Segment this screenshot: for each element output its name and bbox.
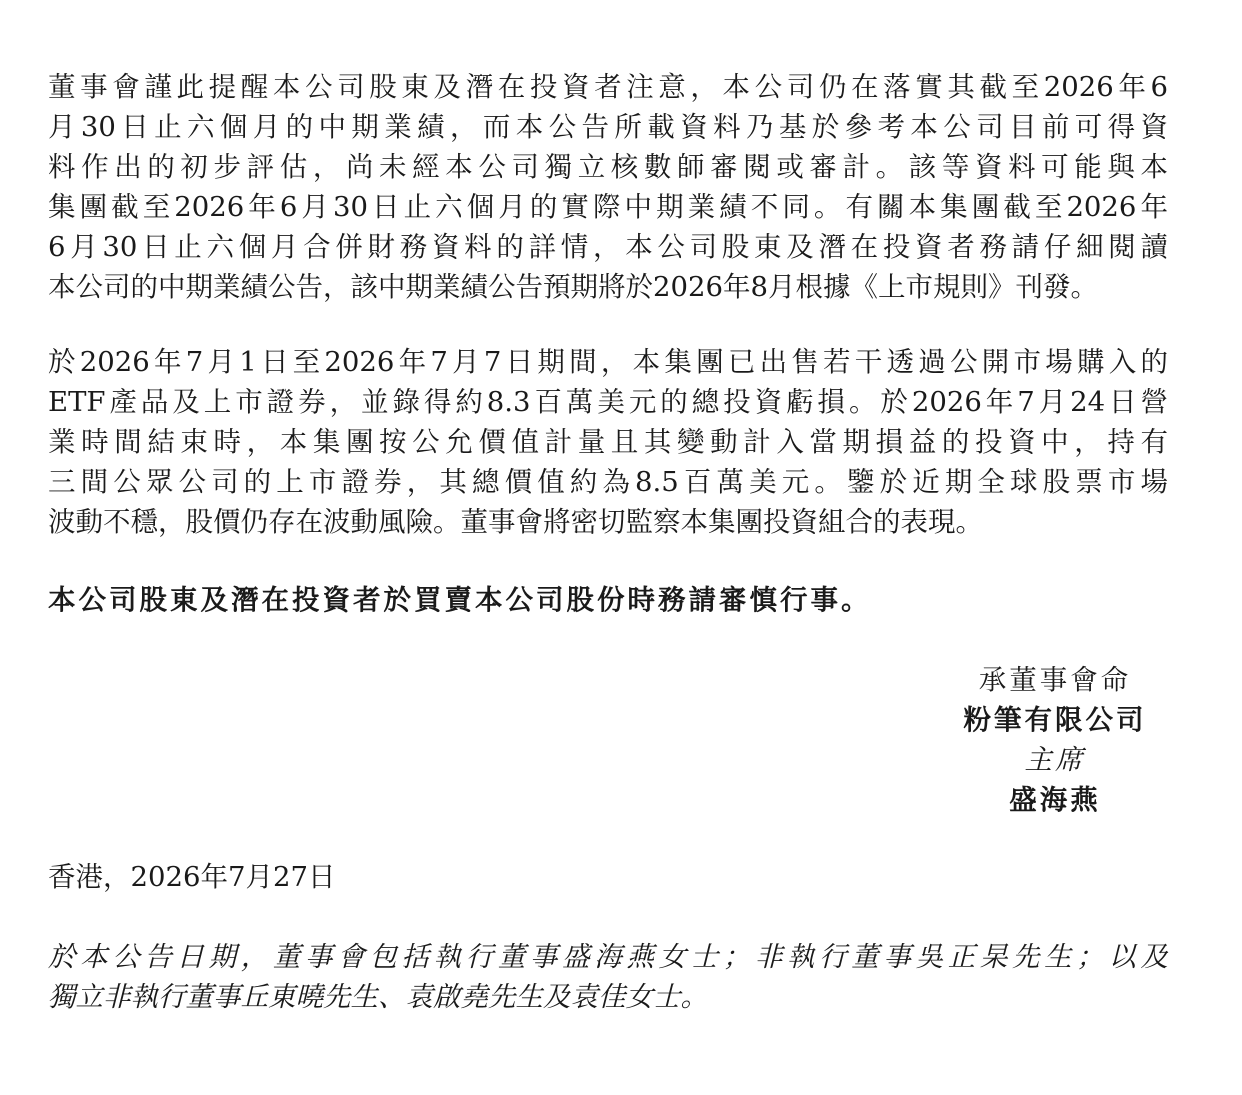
paragraph-line: 6月30日止六個月合併財務資料的詳情，本公司股東及潛在投資者務請仔細閱讀: [48, 231, 1168, 263]
interim-results-reminder-paragraph: [48, 67, 1168, 307]
signatory-name: 盛海燕: [1009, 784, 1101, 816]
caution-statement: [48, 580, 1168, 620]
paragraph-line: ETF產品及上市證券，並錄得約8.3百萬美元的總投資虧損。於2026年7月24日營: [48, 386, 1168, 418]
board-order-text: 承董事會命: [978, 664, 1132, 696]
paragraph-line: 三間公眾公司的上市證券，其總價值約為8.5百萬美元。鑒於近期全球股票市場: [48, 466, 1168, 498]
caution-line: 本公司股東及潛在投資者於買賣本公司股份時務請審慎行事。: [48, 584, 872, 616]
paragraph-line: 業時間結束時，本集團按公允價值計量且其變動計入當期損益的投資中，持有: [48, 426, 1168, 458]
paragraph-line: 獨立非執行董事丘東曉先生、袁啟堯先生及袁佳女士。: [48, 981, 708, 1013]
paragraph-line: 波動不穩，股價仍存在波動風險。董事會將密切監察本集團投資組合的表現。: [48, 506, 983, 538]
investment-loss-paragraph: [48, 342, 1168, 542]
paragraph-line: 於2026年7月1日至2026年7月7日期間，本集團已出售若干透過公開市場購入的: [48, 346, 1168, 378]
signature-block: [900, 660, 1210, 820]
paragraph-line: 集團截至2026年6月30日止六個月的實際中期業績不同。有關本集團截至2026年: [48, 191, 1168, 223]
board-composition-paragraph: [48, 937, 1168, 1017]
paragraph-line: 於本公告日期，董事會包括執行董事盛海燕女士；非執行董事吳正杲先生；以及: [48, 941, 1168, 973]
paragraph-line: 董事會謹此提醒本公司股東及潛在投資者注意，本公司仍在落實其截至2026年6: [48, 71, 1168, 103]
signatory-position: 主席: [1024, 744, 1086, 776]
announcement-date: 香港，2026年7月27日: [48, 861, 336, 893]
paragraph-line: 本公司的中期業績公告，該中期業績公告預期將於2026年8月根據《上市規則》刊發。: [48, 271, 1098, 303]
paragraph-line: 月30日止六個月的中期業績，而本公告所載資料乃基於參考本公司目前可得資: [48, 111, 1168, 143]
paragraph-line: 料作出的初步評估，尚未經本公司獨立核數師審閱或審計。該等資料可能與本: [48, 151, 1168, 183]
company-name: 粉筆有限公司: [963, 704, 1147, 736]
